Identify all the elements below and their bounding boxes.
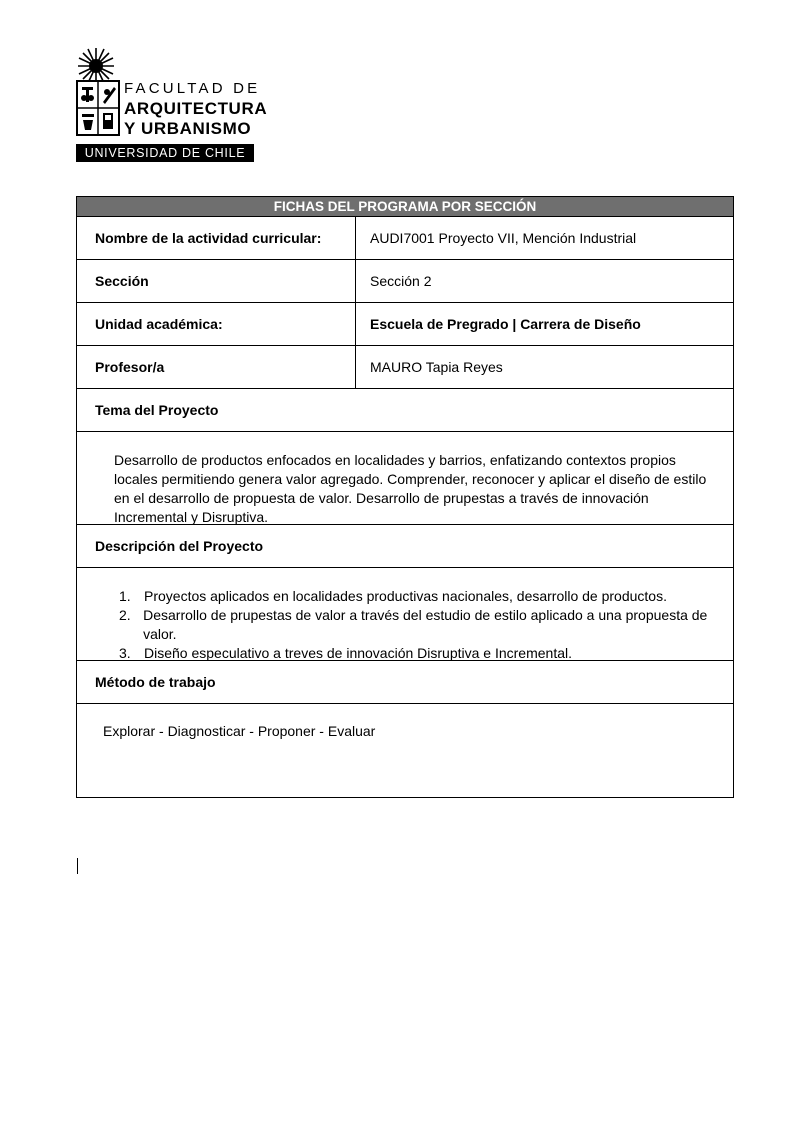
row-value: AUDI7001 Proyecto VII, Mención Industrial (370, 230, 637, 246)
description-list (119, 587, 723, 663)
row-value: Escuela de Pregrado | Carrera de Diseño (370, 316, 641, 332)
logo-university-bar: UNIVERSIDAD DE CHILE (76, 144, 254, 162)
section-label-descripcion: Descripción del Proyecto (77, 525, 733, 568)
section-label-tema: Tema del Proyecto (77, 389, 733, 432)
table-row-unidad (77, 303, 733, 346)
list-item-number: 3. (119, 645, 131, 661)
list-item-text: Proyectos aplicados en localidades productivas nacionales, desarrollo de productos. (144, 588, 667, 604)
list-item (119, 606, 723, 644)
table-row-seccion (77, 260, 733, 303)
faculty-logo (76, 46, 268, 162)
section-body-tema: Desarrollo de productos enfocados en localidades y barrios, enfatizando contextos propios locales permitiendo genera valor agregado. Comprender, reconocer y aplicar el diseño de estilo en el desarrollo de propuesta de valor. Desarrollo de prupestas a través de innovación Incremental y Disruptiva. (77, 432, 733, 525)
row-label: Sección (77, 260, 356, 302)
list-item (119, 587, 723, 606)
section-body-metodo: Explorar - Diagnosticar - Proponer - Evaluar (103, 723, 376, 739)
row-label: Nombre de la actividad curricular: (77, 217, 356, 259)
section-body-descripcion (77, 568, 733, 661)
list-item-number: 2. (119, 607, 131, 623)
text-cursor-mark (77, 858, 78, 874)
row-label: Unidad académica: (77, 303, 356, 345)
logo-text-arquitectura: ARQUITECTURA (124, 99, 268, 118)
section-label-metodo: Método de trabajo (77, 661, 733, 704)
list-item-text: Diseño especulativo a treves de innovación Disruptiva e Incremental. (144, 645, 573, 661)
table-row-actividad (77, 217, 733, 260)
row-value: MAURO Tapia Reyes (370, 359, 503, 375)
row-label: Profesor/a (77, 346, 356, 388)
program-sheet-table (76, 196, 734, 798)
table-row-profesor (77, 346, 733, 389)
table-header: FICHAS DEL PROGRAMA POR SECCIÓN (77, 197, 733, 217)
shield-crest-icon (76, 80, 120, 136)
list-item-number: 1. (119, 588, 131, 604)
logo-text-faculty: FACULTAD DE (124, 80, 261, 97)
row-value: Sección 2 (370, 273, 432, 289)
logo-text-urbanismo: Y URBANISMO (124, 119, 252, 138)
list-item-text: Desarrollo de prupestas de valor a través del estudio de estilo aplicado a una propuesta de valor. (143, 607, 708, 642)
